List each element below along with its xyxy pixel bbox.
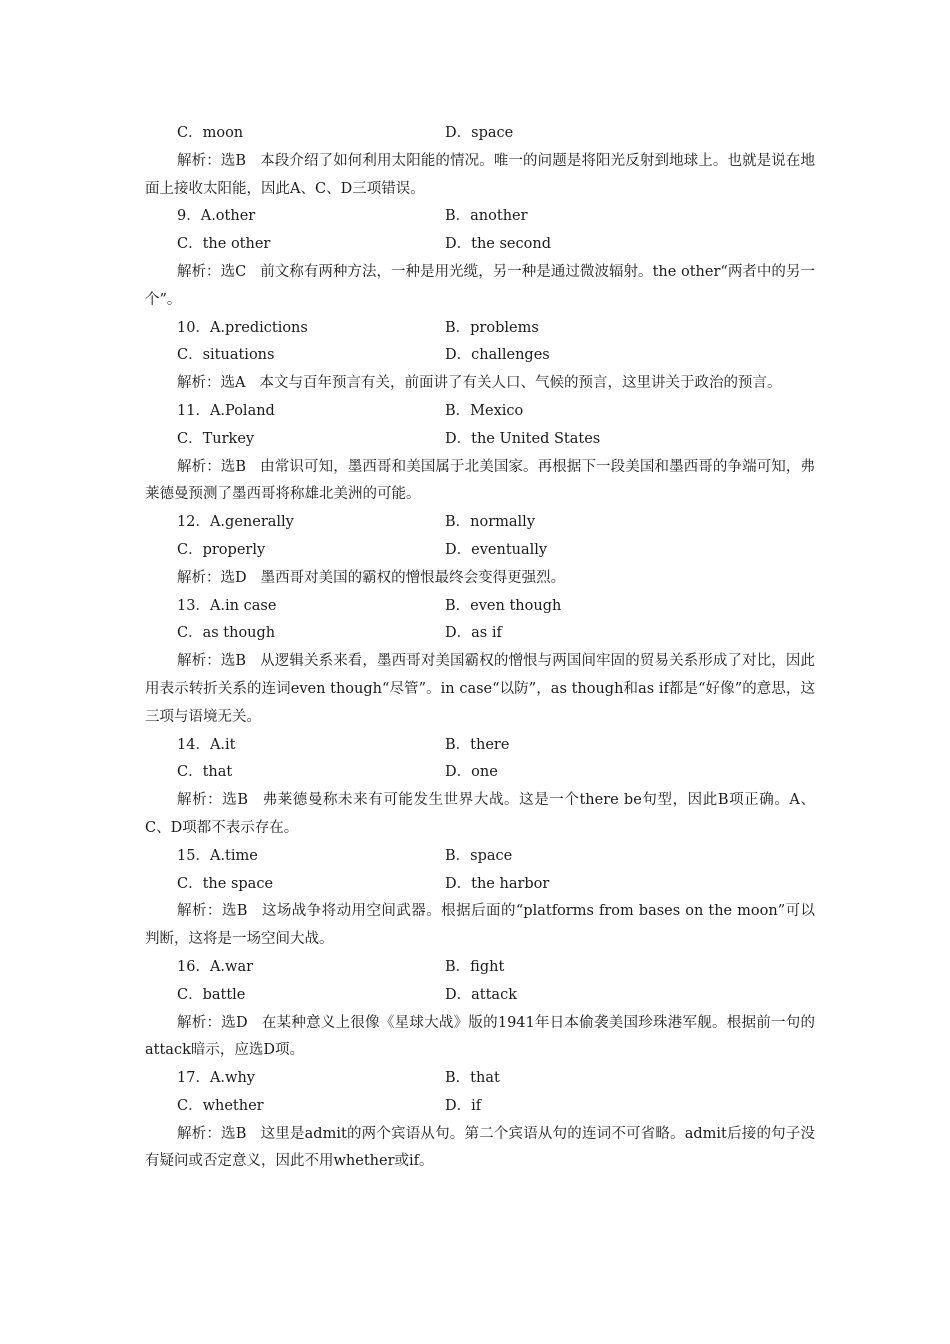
explanation-lead: 解析：选D: [177, 569, 247, 586]
option-b: B．problems: [445, 319, 539, 336]
option-d: D．the second: [445, 236, 551, 253]
option-a: 13．A.in case: [177, 597, 277, 614]
option-a: 12．A.generally: [177, 514, 294, 531]
option-c: C．whether: [177, 1097, 264, 1114]
explanation-lead: 解析：选B: [177, 458, 247, 475]
explanation-text: 由常识可知，墨西哥和美国属于北美国家。再根据下一段美国和墨西哥的争端可知，弗莱德曼预测了墨西哥将称雄北美洲的可能。: [145, 458, 816, 503]
option-c: C．the space: [177, 875, 274, 892]
explanation-text: 这场战争将动用空间武器。根据后面的“platforms from bases on the moon”可以判断，这将是一场空间大战。: [145, 903, 816, 948]
option-row: [145, 982, 815, 1010]
explanation: [145, 454, 815, 510]
option-b: B．Mexico: [445, 402, 524, 419]
option-a: 15．A.time: [177, 847, 258, 864]
option-row: [145, 537, 815, 565]
explanation: [145, 565, 815, 593]
explanation-text: 从逻辑关系来看，墨西哥对美国霸权的憎恨与两国间牢固的贸易关系形成了对比，因此用表示转折关系的连词even though“尽管”。in case“以防”，as though和as if都是“好像”的意思，这三项与语境无关。: [145, 653, 816, 725]
option-c: C．Turkey: [177, 430, 255, 447]
option-b: B．even though: [445, 597, 562, 614]
question-row: [145, 203, 815, 231]
explanation-text: 前文称有两种方法，一种是用光缆，另一种是通过微波辐射。the other“两者中的另一个”。: [145, 263, 815, 308]
option-d: D．eventually: [445, 541, 548, 558]
option-b: B．another: [445, 208, 528, 225]
option-c: C．situations: [177, 347, 275, 364]
option-a: 17．A.why: [177, 1070, 255, 1087]
option-row: [145, 426, 815, 454]
option-row: [145, 1093, 815, 1121]
option-c: C．as though: [177, 625, 276, 642]
explanation-lead: 解析：选B: [177, 152, 247, 169]
question-row: [145, 509, 815, 537]
question-row: [145, 732, 815, 760]
explanation-lead: 解析：选B: [177, 1125, 247, 1142]
explanation-lead: 解析：选B: [177, 903, 248, 920]
option-a: 9．A.other: [177, 208, 256, 225]
explanation: [145, 787, 815, 843]
question-row: [145, 1065, 815, 1093]
option-c: C．battle: [177, 986, 246, 1003]
explanation-text: 这里是admit的两个宾语从句。第二个宾语从句的连词不可省略。admit后接的句子没有疑问或否定意义，因此不用whether或if。: [145, 1125, 816, 1170]
explanation: [145, 1121, 815, 1177]
option-c: C．that: [177, 764, 233, 781]
option-d: D．attack: [445, 986, 517, 1003]
option-b: B．fight: [445, 958, 505, 975]
option-d: D．the United States: [445, 430, 601, 447]
option-c: C．properly: [177, 541, 266, 558]
option-d: D．one: [445, 764, 498, 781]
question-row: [145, 315, 815, 343]
document-content: [145, 120, 815, 1176]
explanation-text: 在某种意义上很像《星球大战》版的1941年日本偷袭美国珍珠港军舰。根据前一句的attack暗示，应选D项。: [145, 1014, 815, 1059]
option-d: D．challenges: [445, 347, 550, 364]
option-b: B．normally: [445, 514, 536, 531]
question-row: [145, 843, 815, 871]
question-row: [145, 954, 815, 982]
option-c: C．the other: [177, 236, 271, 253]
option-row: [145, 759, 815, 787]
option-b: B．space: [445, 847, 513, 864]
explanation-text: 墨西哥对美国的霸权的憎恨最终会变得更强烈。: [260, 569, 566, 586]
option-c: C．moon: [177, 125, 244, 141]
option-row: [145, 120, 815, 148]
option-row: [145, 620, 815, 648]
explanation: [145, 648, 815, 731]
option-a: 11．A.Poland: [177, 402, 275, 419]
option-d: D．space: [445, 125, 514, 141]
option-b: B．that: [445, 1070, 500, 1087]
explanation-lead: 解析：选B: [177, 792, 249, 809]
explanation-lead: 解析：选D: [177, 1014, 248, 1031]
explanation-lead: 解析：选B: [177, 653, 247, 670]
option-row: [145, 871, 815, 899]
question-row: [145, 398, 815, 426]
question-row: [145, 593, 815, 621]
explanation-lead: 解析：选C: [177, 263, 247, 280]
option-row: [145, 231, 815, 259]
explanation: [145, 1010, 815, 1066]
explanation-text: 本文与百年预言有关，前面讲了有关人口、气候的预言，这里讲关于政治的预言。: [259, 375, 782, 392]
explanation: [145, 259, 815, 315]
explanation: [145, 370, 815, 398]
explanation-text: 本段介绍了如何利用太阳能的情况。唯一的问题是将阳光反射到地球上。也就是说在地面上接收太阳能，因此A、C、D三项错误。: [145, 152, 816, 197]
option-d: D．if: [445, 1097, 482, 1114]
explanation-text: 弗莱德曼称未来有可能发生世界大战。这是一个there be句型，因此B项正确。A、C、D项都不表示存在。: [145, 792, 815, 836]
explanation: [145, 898, 815, 954]
option-b: B．there: [445, 736, 510, 753]
option-a: 16．A.war: [177, 958, 254, 975]
explanation: [145, 148, 815, 204]
option-d: D．the harbor: [445, 875, 550, 892]
option-row: [145, 342, 815, 370]
explanation-lead: 解析：选A: [177, 375, 246, 392]
option-a: 14．A.it: [177, 736, 236, 753]
option-a: 10．A.predictions: [177, 319, 308, 336]
option-d: D．as if: [445, 625, 502, 642]
